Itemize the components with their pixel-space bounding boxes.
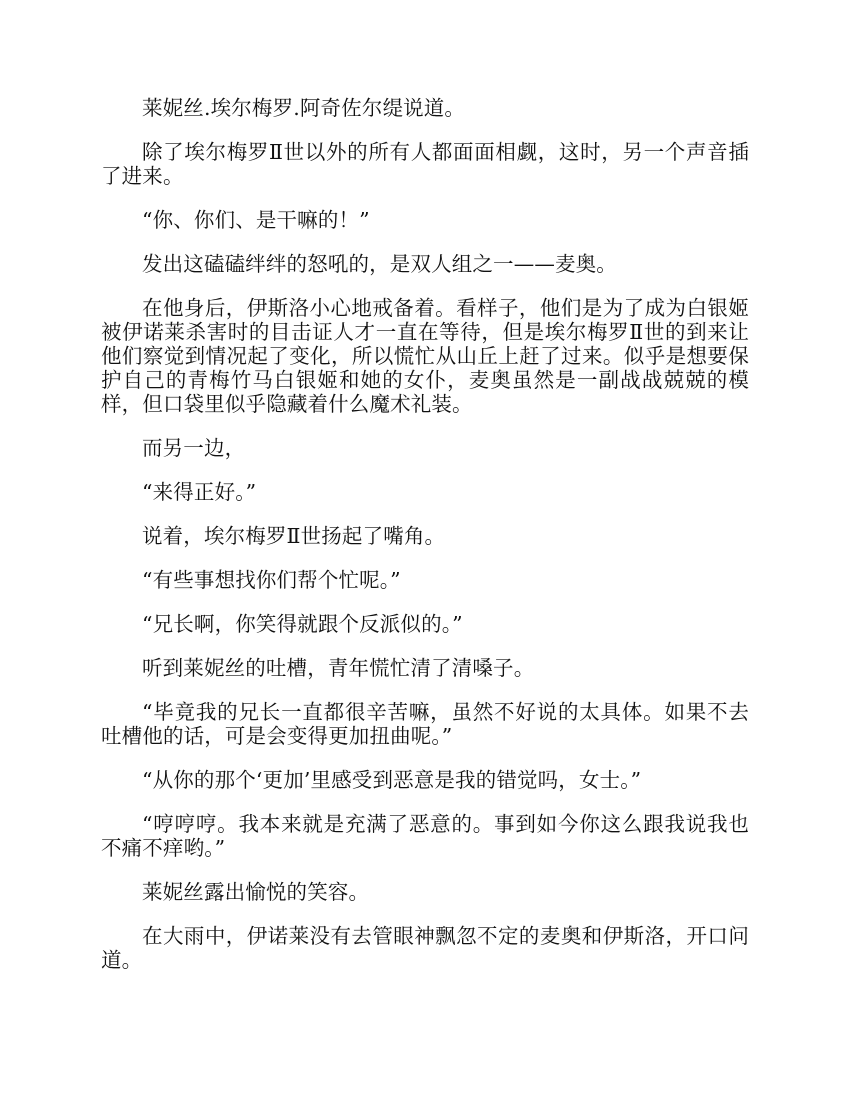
paragraph: 莱妮丝露出愉悦的笑容。 <box>142 880 370 904</box>
document-page <box>101 96 749 992</box>
paragraph: “兄长啊，你笑得就跟个反派似的。” <box>142 612 463 636</box>
paragraph: 除了埃尔梅罗Ⅱ世以外的所有人都面面相觑，这时，另一个声音插了进来。 <box>101 140 749 188</box>
paragraph: 发出这磕磕绊绊的怒吼的，是双人组之一——麦奥。 <box>142 252 617 276</box>
paragraph: “毕竟我的兄长一直都很辛苦嘛，虽然不好说的太具体。如果不去吐槽他的话，可是会变得更加扭曲呢。” <box>101 700 749 748</box>
paragraph: 在大雨中，伊诺莱没有去管眼神飘忽不定的麦奥和伊斯洛，开口问道。 <box>101 924 749 972</box>
paragraph: 说着，埃尔梅罗Ⅱ世扬起了嘴角。 <box>142 524 446 548</box>
paragraph: 在他身后，伊斯洛小心地戒备着。看样子，他们是为了成为白银姬被伊诺莱杀害时的目击证人才一直在等待，但是埃尔梅罗Ⅱ世的到来让他们察觉到情况起了变化，所以慌忙从山丘上赶了过来。似乎是想要保护自己的青梅竹马白银姬和她的女仆，麦奥虽然是一副战战兢兢的模样，但口袋里似乎隐藏着什么魔术礼装。 <box>101 296 749 416</box>
paragraph: “你、你们、是干嘛的！” <box>142 208 370 232</box>
paragraph: “来得正好。” <box>142 480 257 504</box>
paragraph: 莱妮丝.埃尔梅罗.阿奇佐尔缇说道。 <box>142 96 466 120</box>
paragraph: 而另一边， <box>142 436 246 460</box>
paragraph: “从你的那个‘更加’里感受到恶意是我的错觉吗，女士。” <box>142 768 642 792</box>
paragraph: 听到莱妮丝的吐槽，青年慌忙清了清嗓子。 <box>142 656 535 680</box>
paragraph: “有些事想找你们帮个忙呢。” <box>142 568 401 592</box>
paragraph: “哼哼哼。我本来就是充满了恶意的。事到如今你这么跟我说我也不痛不痒哟。” <box>101 812 749 860</box>
